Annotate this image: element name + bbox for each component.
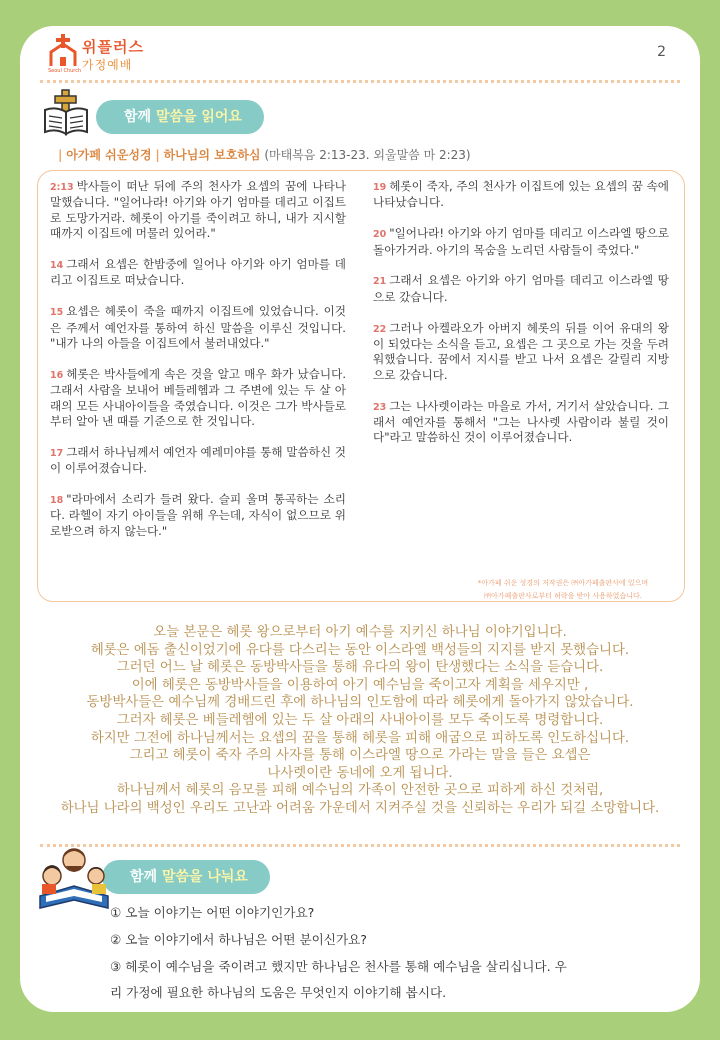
verse bbox=[373, 226, 669, 258]
story-line: 그러던 어느 날 헤롯은 동방박사들을 통해 유다의 왕이 탄생했다는 소식을 듣습니다. bbox=[116, 660, 604, 676]
story-line: 헤롯은 에돔 출신이었기에 유다를 다스리는 동안 이스라엘 백성들의 지지를 받지 못했습니다. bbox=[90, 642, 630, 658]
story-paragraph bbox=[20, 624, 700, 818]
section-share-label: 함께 말씀을 나눠요 bbox=[102, 860, 270, 894]
verse bbox=[50, 304, 346, 351]
verse bbox=[50, 179, 346, 242]
verse-number: 22 bbox=[373, 323, 387, 335]
story-line: 하지만 그전에 하나님께서는 요셉의 꿈을 통해 헤롯을 피해 애굽으로 피하도록 인도하십니다. bbox=[90, 730, 630, 746]
story-line: 이에 헤롯은 동방박사들을 이용하여 아기 예수님을 죽이고자 계획을 세우지만 , bbox=[131, 677, 589, 693]
logo-line1: 위플러스 bbox=[82, 38, 144, 56]
verse-text: 그래서 요셉은 한밤중에 일어나 아기와 아기 엄마를 데리고 이집트로 떠났습니다. bbox=[50, 257, 346, 288]
story-line: 나사렛이란 동네에 오게 됩니다. bbox=[267, 765, 453, 781]
worship-page bbox=[20, 26, 700, 1012]
section-read-label: 함께 말씀을 읽어요 bbox=[96, 100, 264, 134]
question-1: ① 오늘 이야기는 어떤 이야기인가요? bbox=[110, 905, 315, 920]
verse-number: 23 bbox=[373, 401, 387, 413]
verse bbox=[50, 492, 346, 539]
series-name: 아가페 쉬운성경 bbox=[66, 148, 152, 162]
verse-number: 16 bbox=[50, 369, 64, 381]
verse-text: 그래서 요셉은 아기와 아기 엄마를 데리고 이스라엘 땅으로 갔습니다. bbox=[373, 273, 669, 304]
verse bbox=[50, 257, 346, 289]
verse-number: 21 bbox=[373, 276, 387, 288]
verse-text: 그는 나사렛이라는 마을로 가서, 거기서 살았습니다. 그래서 예언자를 통해서 "그는 나사렛 사람이라 불릴 것이다"라고 말씀하신 것이 이루어졌습니다. bbox=[373, 398, 669, 445]
page-number: 2 bbox=[657, 44, 666, 60]
logo-line2: 가정예배 bbox=[82, 58, 133, 72]
verse-text: 박사들이 떠난 뒤에 주의 천사가 요셉의 꿈에 나타나 말했습니다. "일어나라! 아기와 아기 엄마를 데리고 이집트로 도망가거라. 헤롯이 아기를 죽이려고 하니, 내가 지시할 때까지 이집트에 머물러 있어라." bbox=[50, 179, 346, 241]
family-reading-icon bbox=[38, 846, 110, 914]
verse bbox=[50, 367, 346, 430]
question-2: ② 오늘 이야기에서 하나님은 어떤 분이신가요? bbox=[110, 932, 367, 947]
scripture-box bbox=[37, 170, 685, 602]
verse-text: 헤롯이 죽자, 주의 천사가 이집트에 있는 요셉의 꿈 속에 나타났습니다. bbox=[373, 179, 669, 210]
dotted-divider bbox=[40, 844, 680, 847]
verse bbox=[50, 445, 346, 477]
verse bbox=[373, 273, 669, 305]
church-logo bbox=[48, 32, 158, 80]
dotted-divider bbox=[40, 80, 680, 83]
verse-number: 18 bbox=[50, 495, 64, 507]
verse-text: 헤롯은 박사들에게 속은 것을 알고 매우 화가 났습니다. 그래서 사람을 보내어 베들레헴과 그 주변에 있는 두 살 아래의 모든 사내아이들을 죽였습니다. 이것은 그가 박사들로부터 알아 낸 때를 기준으로 한 것입니다. bbox=[50, 366, 346, 429]
scripture-column-left bbox=[50, 179, 346, 555]
scripture-reference: | 아가페 쉬운성경 | 하나님의 보호하심 (마태복음 2:13-23. 외울말씀 마 2:23) bbox=[58, 148, 471, 162]
story-line: 그리고 헤롯이 죽자 주의 사자를 통해 이스라엘 땅으로 가라는 말을 들은 요셉은 bbox=[129, 748, 591, 764]
story-line: 동방박사들은 예수님께 경배드린 후에 하나님의 인도함에 따라 헤롯에게 돌아가지 않았습니다. bbox=[86, 695, 634, 711]
story-line: 오늘 본문은 헤롯 왕으로부터 아기 예수를 지키신 하나님 이야기입니다. bbox=[153, 625, 567, 640]
verse-text: 그러나 아켈라오가 아버지 헤롯의 뒤를 이어 유대의 왕이 되었다는 소식을 듣고, 요셉은 그 곳으로 가는 것을 두려워했습니다. 꿈에서 지시를 받고 나서 요셉은 갈릴리 지방으로 갔습니다. bbox=[373, 320, 669, 382]
verse-text: 그래서 하나님께서 예언자 예레미야를 통해 말씀하신 것이 이루어졌습니다. bbox=[50, 444, 346, 476]
question-3-cont: 리 가정에 필요한 하나님의 도움은 무엇인지 이야기해 봅시다. bbox=[110, 985, 447, 1000]
passage-range: (마태복음 2:13-23. 외울말씀 마 2:23) bbox=[264, 148, 471, 162]
copyright-note: *아가페 쉬운 성경의 저작권은 ㈜아가페출판사에 있으며 ㈜아가페출판사로부터 허락을 받아 사용하였습니다. bbox=[477, 579, 649, 600]
verse-number: 20 bbox=[373, 229, 387, 241]
verse bbox=[373, 179, 669, 211]
bible-book-icon bbox=[42, 88, 92, 142]
verse-number: 19 bbox=[373, 182, 387, 193]
scripture-column-right bbox=[373, 179, 669, 461]
verse bbox=[373, 321, 669, 384]
verse-number: 14 bbox=[50, 260, 64, 272]
question-3: ③ 헤롯이 예수님을 죽이려고 했지만 하나님은 천사를 통해 예수님을 살리십니다. 우 bbox=[110, 959, 567, 974]
story-line: 하나님께서 헤롯의 음모를 피해 예수님의 가족이 안전한 곳으로 피하게 하신 것처럼, bbox=[116, 783, 604, 799]
verse-text: "라마에서 소리가 들려 왔다. 슬피 울며 통곡하는 소리다. 라헬이 자기 아이들을 위해 우는데, 자식이 없으므로 위로받으려 하지 않는다." bbox=[50, 492, 346, 538]
verse-text: "일어나라! 아기와 아기 엄마를 데리고 이스라엘 땅으로 돌아가거라. 아기의 목숨을 노리던 사람들이 죽었다." bbox=[373, 226, 669, 257]
logo-sub: Seoul Church bbox=[48, 68, 82, 74]
verse bbox=[373, 399, 669, 446]
passage-title: 하나님의 보호하심 bbox=[163, 148, 261, 162]
verse-text: 요셉은 헤롯이 죽을 때까지 이집트에 있었습니다. 이것은 주께서 예언자를 통하여 하신 말씀을 이루신 것입니다. "내가 나의 아들을 이집트에서 불러내었다." bbox=[50, 304, 346, 351]
verse-number: 17 bbox=[50, 447, 64, 459]
story-line: 하나님 나라의 백성인 우리도 고난과 어려움 가운데서 지켜주실 것을 신뢰하는 우리가 되길 소망합니다. bbox=[60, 800, 660, 816]
verse-number: 2:13 bbox=[50, 182, 74, 193]
verse-number: 15 bbox=[50, 307, 64, 319]
story-line: 그러자 헤롯은 베들레헴에 있는 두 살 아래의 사내아이를 모두 죽이도록 명령합니다. bbox=[116, 712, 604, 728]
